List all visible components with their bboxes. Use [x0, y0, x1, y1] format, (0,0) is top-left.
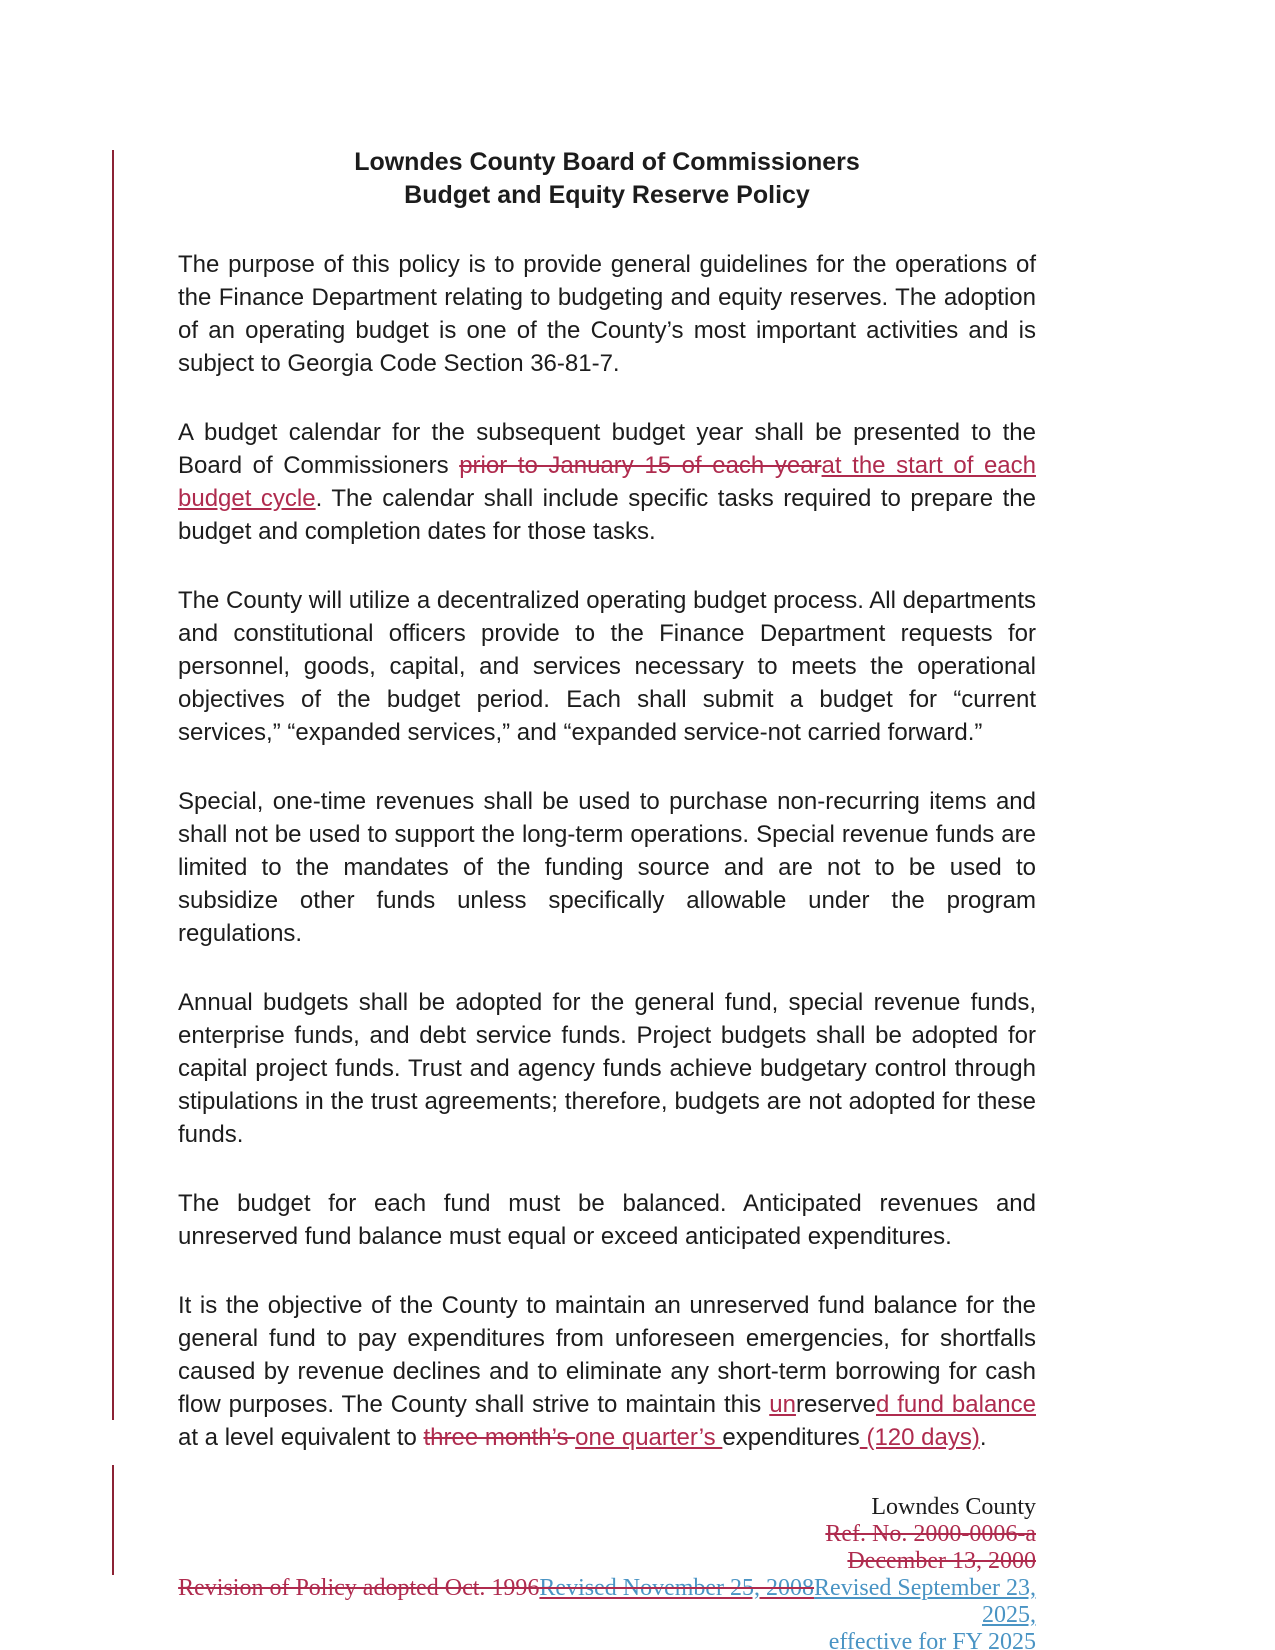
tracked-change-bar — [112, 150, 114, 1420]
text: The County will utilize a decentralized operating budget process. All departments and constitutional officers provide to the Finance Department requests for personnel, goods, capital, and services necessary to meets the operational objectives of the budget period. Each shall submit a budget for “current services,” “expanded services,” and “expanded service-not carried forward.” — [178, 587, 1036, 746]
text: Annual budgets shall be adopted for the general fund, special revenue funds, enterprise funds, and debt service funds. Project budgets shall be adopted for capital project funds. Trust and agency funds achieve budgetary control through stipulations in the trust agreements; therefore, budgets are not adopted for these funds. — [178, 989, 1036, 1148]
policy-body — [178, 248, 1036, 1454]
inserted-text: at the start of each budget cycle — [178, 452, 1036, 512]
deleted-text: prior to January 15 of each year — [459, 452, 822, 479]
inserted-text: effective for FY 2025 — [828, 1629, 1036, 1650]
inserted-text: Revised September 23, 2025, — [814, 1575, 1036, 1628]
deleted-text: three month’s — [423, 1424, 576, 1451]
footer-line — [178, 1521, 1036, 1548]
text: A budget calendar for the subsequent budget year shall be presented to the Board of Commissioners — [178, 419, 1036, 479]
document-title-line2: Budget and Equity Reserve Policy — [404, 181, 810, 209]
tracked-change-bar — [112, 1465, 114, 1575]
text: The budget for each fund must be balanced. Anticipated revenues and unreserved fund balance must equal or exceed anticipated expenditures. — [178, 1190, 1036, 1250]
deleted-text: December 13, 2000 — [847, 1548, 1036, 1574]
document-title — [178, 146, 1036, 212]
text: . — [979, 1424, 987, 1451]
revision-footer — [178, 1494, 1036, 1650]
paragraph — [178, 584, 1036, 749]
document-title-line1: Lowndes County Board of Commissioners — [354, 148, 860, 176]
text: Special, one-time revenues shall be used to purchase non-recurring items and shall not be used to support the long-term operations. Special revenue funds are limited to the mandates of the funding source and are not to be used to subsidize other funds unless specifically allowable under the program regulations. — [178, 788, 1036, 947]
inserted-text: d fund balance — [875, 1391, 1036, 1418]
paragraph — [178, 248, 1036, 380]
text: It is the objective of the County to maintain an unreserved fund balance for the general fund to pay expenditures from unforeseen emergencies, for shortfalls caused by revenue declines and to eliminate any short-term borrowing for cash flow purposes. The County shall strive to maintain this — [178, 1292, 1036, 1418]
paragraph — [178, 986, 1036, 1151]
footer-line — [178, 1494, 1036, 1521]
paragraph — [178, 785, 1036, 950]
text: at a level equivalent to — [178, 1424, 424, 1451]
footer-line — [178, 1548, 1036, 1575]
deleted-insertion-text: Revised November 25, 2008 — [539, 1575, 815, 1601]
deleted-text: Revision of Policy adopted Oct. 1996 — [178, 1575, 540, 1601]
inserted-text: one quarter’s — [575, 1424, 723, 1451]
paragraph — [178, 1289, 1036, 1454]
text: expenditures — [722, 1424, 860, 1451]
inserted-text: (120 days) — [859, 1424, 980, 1451]
text: reserve — [795, 1391, 876, 1418]
document-content — [178, 146, 1036, 1650]
footer-line — [178, 1575, 1036, 1629]
text: The purpose of this policy is to provide general guidelines for the operations of the Finance Department relating to budgeting and equity reserves. The adoption of an operating budget is one of the County’s most important activities and is subject to Georgia Code Section 36-81-7. — [178, 251, 1036, 377]
text: . The calendar shall include specific tasks required to prepare the budget and completion dates for those tasks. — [178, 485, 1036, 545]
inserted-text: un — [769, 1391, 796, 1418]
deleted-text: Ref. No. 2000-0006-a — [825, 1521, 1036, 1547]
paragraph — [178, 1187, 1036, 1253]
footer-line — [178, 1629, 1036, 1650]
text: Lowndes County — [871, 1494, 1036, 1520]
paragraph — [178, 416, 1036, 548]
